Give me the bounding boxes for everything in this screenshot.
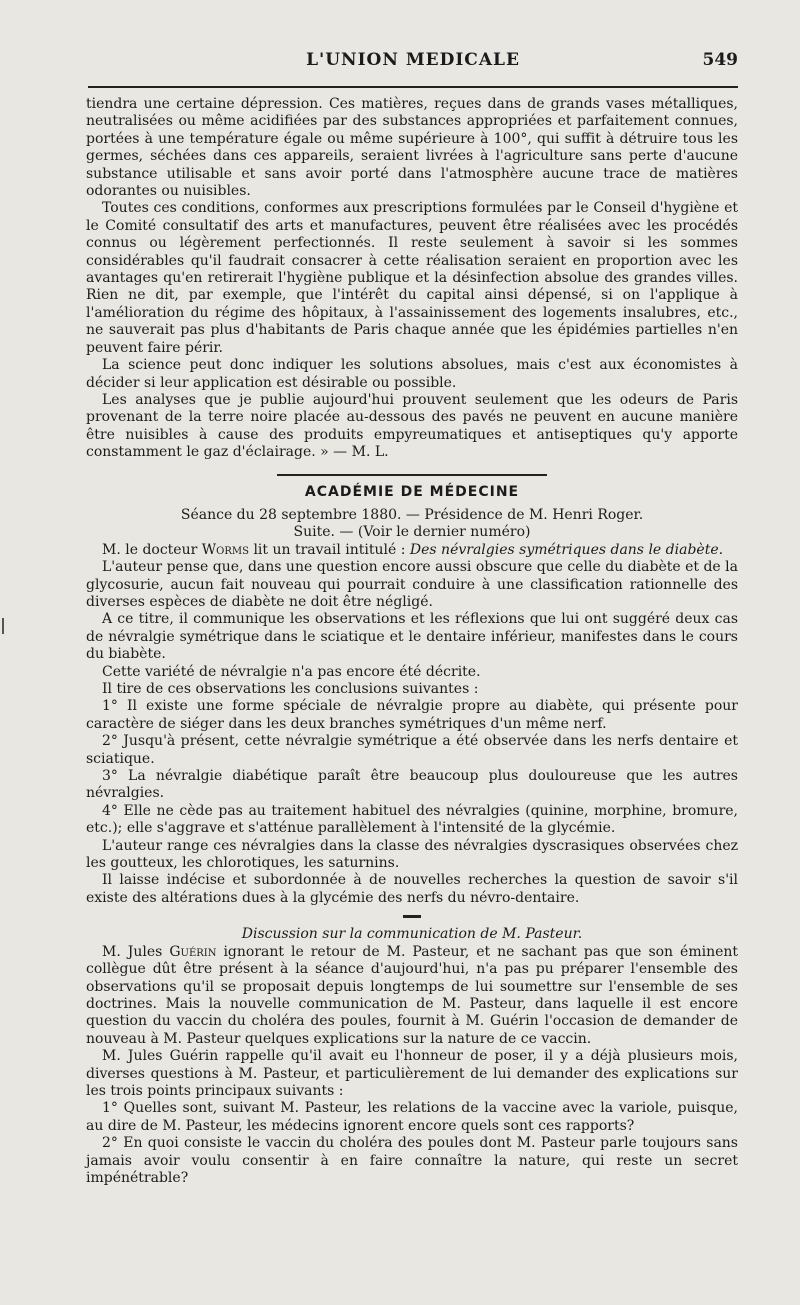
- worms-text: lit un travail intitulé :: [253, 541, 406, 558]
- article-body: [86, 96, 738, 1187]
- conclusion-1: 1° Il existe une forme spéciale de névralgie propre au diabète, qui présente pour caractère de siéger dans les deux branches symétriques d'un même nerf.: [86, 698, 738, 732]
- margin-mark: [2, 618, 10, 634]
- guerin-paragraph: [86, 944, 738, 1048]
- seance-line: Séance du 28 septembre 1880. — Présidence de M. Henri Roger.: [180, 506, 644, 523]
- guerin-name: Guérin: [169, 943, 217, 960]
- guerin-prefix: M. Jules: [102, 943, 163, 960]
- intro-paragraph-2: Toutes ces conditions, conformes aux prescriptions formulées par le Conseil d'hygiène et le Comité consultatif des arts et manufactures, peuvent être réalisées avec les procédés connus ou légèrement perfectionnés. Il reste seulement à savoir si les sommes considérables qu'il faudrait consacrer à cette réalisation seraient en proportion avec les avantages qu'en retirerait l'hygiène publique et la désinfection absolue des grandes villes. Rien ne dit, par exemple, que l'intérêt du capital ainsi dépensé, si on l'applique à l'amélioration du régime des hôpitaux, à l'assainissement des logements insalubres, etc., ne sauverait pas plus d'habitants de Paris chaque année que les épidémies partielles n'en peuvent faire périr.: [86, 200, 738, 356]
- discussion-title: Discussion sur la communication de M. Pasteur.: [241, 926, 583, 943]
- academie-paragraph-9: L'auteur range ces névralgies dans la classe des névralgies dyscrasiques observées chez les goutteux, les chlorotiques, les saturnins.: [86, 837, 738, 872]
- intro-paragraph-3: La science peut donc indiquer les solutions absolues, mais c'est aux économistes à décider si leur application est désirable ou possible.: [86, 357, 738, 391]
- academie-paragraph-2: A ce titre, il communique les observations et les réflexions que lui ont suggéré deux cas de névralgie symétrique dans le sciatique et le dentaire inférieur, manifestes dans le cours du biabète.: [86, 611, 738, 663]
- academie-paragraph-3: Cette variété de névralgie n'a pas encore été décrite.: [102, 663, 481, 680]
- academie-title: ACADÉMIE DE MÉDECINE: [304, 483, 520, 500]
- worms-name: Worms: [201, 541, 249, 558]
- academie-paragraph-1: L'auteur pense que, dans une question encore aussi obscure que celle du diabète et de la glycosurie, aucun fait nouveau qui pourrait conduire à une classification rationnelle des diverses espèces de diabète ne doit être négligé.: [86, 559, 738, 610]
- page-number: 549: [702, 50, 738, 70]
- conclusion-2: 2° Jusqu'à présent, cette névralgie symétrique a été observée dans les nerfs dentaire et sciatique.: [86, 733, 738, 767]
- academie-paragraph-10: Il laisse indécise et subordonnée à de nouvelles recherches la question de savoir s'il existe des altérations dues à la glycémie des nerfs du névro-dentaire.: [86, 872, 738, 906]
- question-1: 1° Quelles sont, suivant M. Pasteur, les relations de la vaccine avec la variole, puisque, au dire de M. Pasteur, les médecins ignorent encore quels sont ces rapports?: [86, 1100, 738, 1134]
- academie-paragraph-4: Il tire de ces observations les conclusions suivantes :: [102, 681, 479, 697]
- short-dash: [403, 915, 421, 918]
- worms-prefix: M. le docteur: [102, 541, 198, 558]
- intro-paragraph-4: Les analyses que je publie aujourd'hui prouvent seulement que les odeurs de Paris provenant de la terre noire placée au-dessous des pavés ne peuvent en aucune manière être nuisibles à cause des produits empyreumatiques et antiseptiques qu'y apporte constamment le gaz d'éclairage. » — M. L.: [86, 391, 738, 461]
- conclusion-3: 3° La névralgie diabétique paraît être beaucoup plus douloureuse que les autres névralgies.: [86, 768, 738, 802]
- header-rule: [88, 86, 738, 88]
- section-separator: [277, 474, 547, 476]
- discussion-paragraph-2: M. Jules Guérin rappelle qu'il avait eu l'honneur de poser, il y a déjà plusieurs mois, diverses questions à M. Pasteur, et particulièrement de lui demander des explications sur les trois points principaux suivants :: [86, 1048, 738, 1099]
- suite-line: Suite. — (Voir le dernier numéro): [293, 524, 531, 541]
- conclusion-4: 4° Elle ne cède pas au traitement habituel des névralgies (quinine, morphine, bromure, etc.); elle s'aggrave et s'atténue parallèlement à l'intensité de la glycémie.: [86, 802, 738, 837]
- worms-title: Des névralgies symétriques dans le diabète.: [409, 541, 724, 558]
- intro-paragraph-1: tiendra une certaine dépression. Ces matières, reçues dans de grands vases métalliques, neutralisées ou même acidifiées par des substances appropriées et parfaitement connues, portées à une température égale ou même supérieure à 100°, qui suffit à détruire tous les germes, séchées dans ces appareils, seraient livrées à l'agriculture sans perte d'aucune substance utilisable et sans avoir porté dans l'atmosphère aucune trace de matières odorantes ou nuisibles.: [86, 96, 738, 200]
- page-header: [88, 50, 738, 80]
- guerin-text: ignorant le retour de M. Pasteur, et ne sachant pas que son éminent collègue dût être présent à la séance d'aujourd'hui, n'a pas pu préparer l'ensemble des observations qu'il se proposait depuis longtemps de lui soumettre sur l'ensemble de ses doctrines. Mais la nouvelle communication de M. Pasteur, dans laquelle il est encore question du vaccin du choléra des poules, fournit à M. Guérin l'occasion de demander de nouveau à M. Pasteur quelques explications sur la nature de ce vaccin.: [86, 943, 739, 1047]
- question-2: 2° En quoi consiste le vaccin du choléra des poules dont M. Pasteur parle toujours sans jamais avoir voulu consentir à en faire connaître la nature, qui reste un secret impénétrable?: [86, 1135, 738, 1186]
- worms-paragraph: [86, 542, 738, 559]
- running-title: L'UNION MEDICALE: [306, 50, 520, 70]
